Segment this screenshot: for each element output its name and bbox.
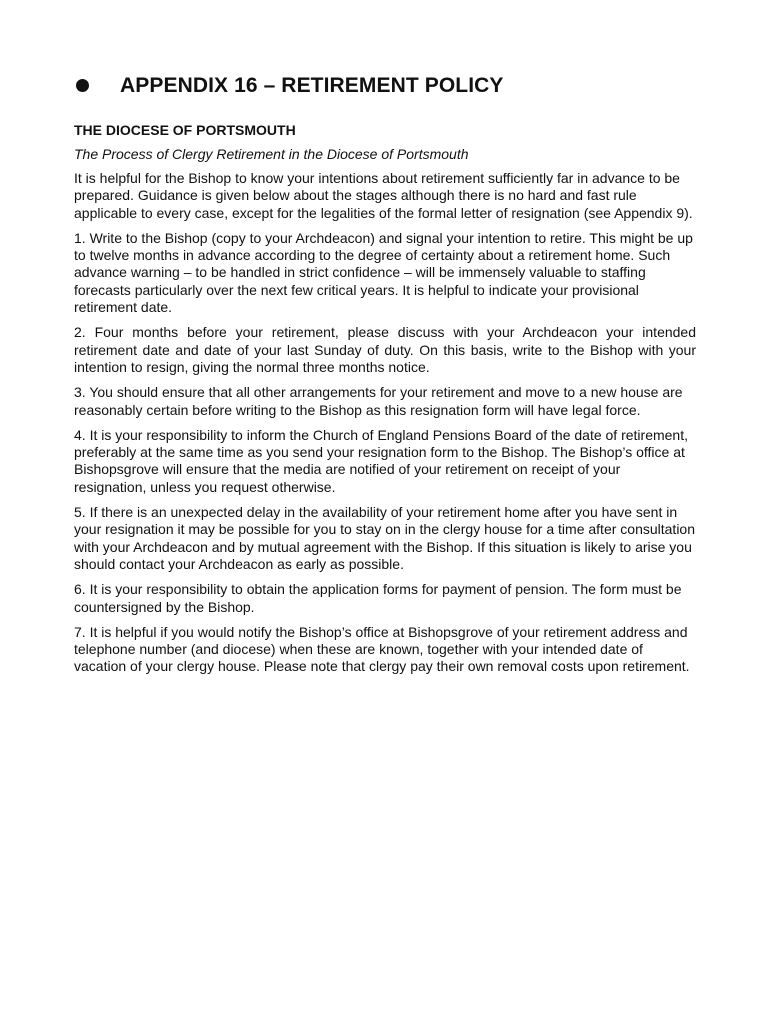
step-7-paragraph: 7. It is helpful if you would notify the Bishop’s office at Bishopsgrove of your retirement address and telephone number (and diocese) when these are known, together with your intended date of vacation of your clergy house. Please note that clergy pay their own removal costs upon retirement. xyxy=(74,623,690,675)
intro-paragraph: It is helpful for the Bishop to know your intentions about retirement sufficiently far in advance to be prepared. Guidance is given below about the stages although there is no hard and fast rule applicable to every case, except for the legalities of the formal letter of resignation (see Appendix 9). xyxy=(74,170,693,221)
page-title: APPENDIX 16 – RETIREMENT POLICY xyxy=(120,74,504,97)
organisation-heading: THE DIOCESE OF PORTSMOUTH xyxy=(74,122,296,138)
step-5-paragraph: 5. If there is an unexpected delay in the availability of your retirement home after you have sent in your resignation it may be possible for you to stay on in the clergy house for a time after consultation with your Archdeacon and by mutual agreement with the Bishop. If this situation is likely to arise you should contact your Archdeacon as early as possible. xyxy=(74,504,695,572)
bullet-icon xyxy=(76,79,89,92)
document-subtitle: The Process of Clergy Retirement in the Diocese of Portsmouth xyxy=(74,146,469,162)
heading-row xyxy=(74,70,714,102)
step-6-paragraph: 6. It is your responsibility to obtain the application forms for payment of pension. The form must be countersigned by the Bishop. xyxy=(74,581,682,615)
step-2-paragraph: 2. Four months before your retirement, please discuss with your Archdeacon your intended retirement date and date of your last Sunday of duty. On this basis, write to the Bishop with your intention to resign, giving the normal three months notice. xyxy=(74,324,696,375)
step-1-paragraph: 1. Write to the Bishop (copy to your Archdeacon) and signal your intention to retire. This might be up to twelve months in advance according to the degree of certainty about a retirement home. Such advance warning – to be handled in strict confidence – will be immensely valuable to staffing forecasts particularly over the next few critical years. It is helpful to indicate your provisional retirement date. xyxy=(74,229,693,316)
document-body xyxy=(74,122,696,684)
step-3-paragraph: 3. You should ensure that all other arrangements for your retirement and move to a new house are reasonably certain before writing to the Bishop as this resignation form will have legal force. xyxy=(74,384,683,418)
step-4-paragraph: 4. It is your responsibility to inform the Church of England Pensions Board of the date of retirement, preferably at the same time as you send your resignation form to the Bishop. The Bishop’s office at Bishopsgrove will ensure that the media are notified of your retirement on receipt of your resignation, unless you request otherwise. xyxy=(74,426,688,495)
